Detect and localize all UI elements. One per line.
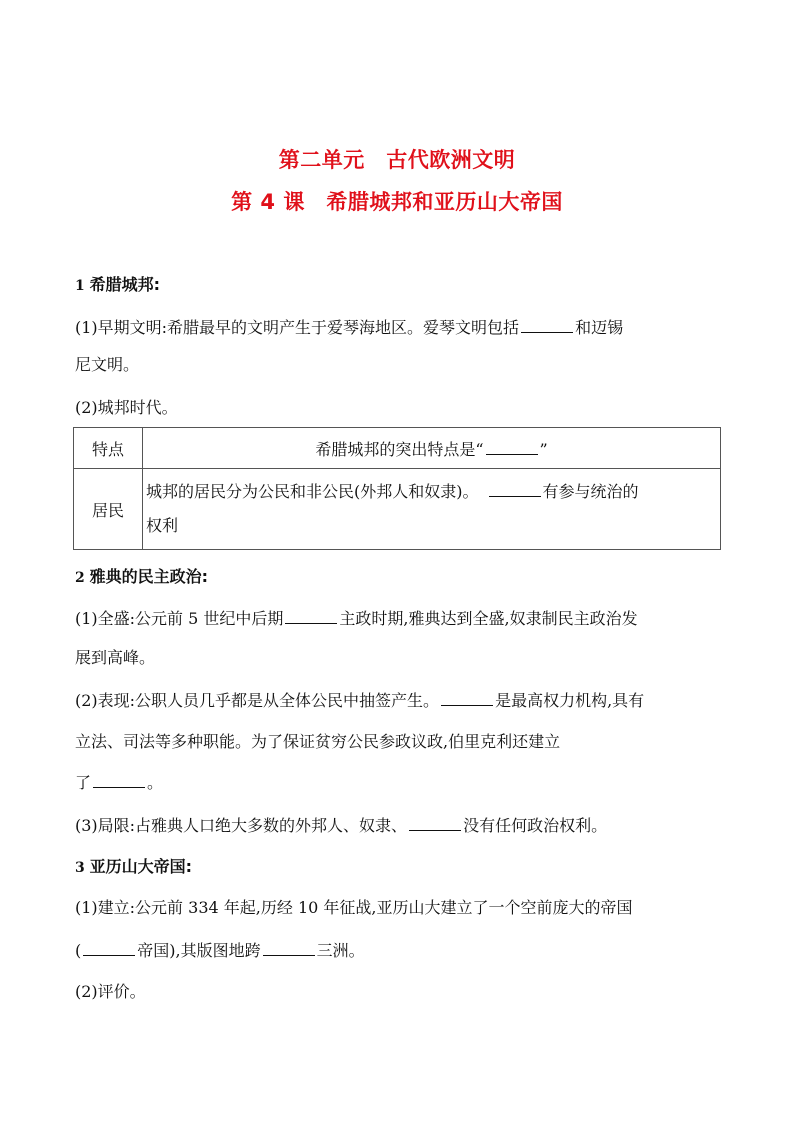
fill-blank[interactable]	[83, 940, 135, 956]
section-2-heading-text: 雅典的民主政治:	[89, 567, 209, 586]
section-1-heading-text: 希腊城邦:	[89, 275, 161, 294]
text-segment: ”	[539, 439, 548, 459]
section-3-heading-text: 亚历山大帝国:	[89, 857, 193, 876]
table-label-features: 特点	[74, 428, 143, 469]
section-1-item-1-cont: 尼文明。	[75, 355, 140, 374]
text-segment: (3)局限:占雅典人口绝大多数的外邦人、奴隶、	[75, 816, 408, 835]
table-row	[74, 469, 721, 550]
fill-blank[interactable]	[486, 439, 538, 455]
text-segment: (2)表现:公职人员几乎都是从全体公民中抽签产生。	[75, 691, 440, 710]
fill-blank[interactable]	[409, 815, 461, 831]
fill-blank[interactable]	[93, 772, 145, 788]
section-1-number: 1	[75, 278, 90, 294]
section-2-heading	[75, 567, 735, 588]
text-segment: 了	[75, 773, 92, 792]
text-segment: 希腊城邦的突出特点是“	[315, 439, 484, 459]
text-segment: 是最高权力机构,具有	[495, 691, 645, 710]
fill-blank[interactable]	[263, 940, 315, 956]
table-label-residents: 居民	[74, 469, 143, 550]
section-2-item-1	[75, 608, 735, 629]
section-3-item-1: (1)建立:公元前 334 年起,历经 10 年征战,亚历山大建立了一个空前庞大的帝国	[75, 898, 633, 917]
section-1-heading	[75, 275, 735, 296]
section-1-item-1	[75, 317, 735, 338]
section-3-heading	[75, 857, 735, 878]
unit-title: 第二单元 古代欧洲文明	[278, 148, 516, 172]
section-2-item-2	[75, 690, 735, 711]
section-2-item-2-end	[75, 772, 735, 793]
text-segment: 。	[147, 773, 164, 792]
section-2-item-1-cont: 展到高峰。	[75, 648, 156, 667]
text-segment: 三洲。	[316, 941, 365, 960]
fill-blank[interactable]	[285, 608, 337, 624]
city-state-table	[73, 427, 721, 550]
text-segment: 城邦的居民分为公民和非公民(外邦人和奴隶)。	[146, 482, 479, 501]
fill-blank[interactable]	[521, 317, 573, 333]
fill-blank[interactable]	[441, 690, 493, 706]
table-row	[74, 428, 721, 469]
section-3-item-2: (2)评价。	[75, 982, 146, 1001]
table-content-residents	[143, 469, 721, 550]
section-3-item-1-cont	[75, 940, 735, 961]
lesson-title: 第 4 课 希腊城邦和亚历山大帝国	[231, 190, 563, 214]
table-content-features	[143, 428, 721, 469]
text-segment: 和迈锡	[575, 318, 624, 337]
text-segment: 有参与统治的	[542, 482, 639, 501]
text-segment: 没有任何政治权利。	[463, 816, 608, 835]
section-2-item-2-cont: 立法、司法等多种职能。为了保证贫穷公民参政议政,伯里克利还建立	[75, 732, 561, 751]
text-segment: (1)早期文明:希腊最早的文明产生于爱琴海地区。爱琴文明包括	[75, 318, 520, 337]
section-1-item-2: (2)城邦时代。	[75, 398, 178, 417]
text-segment: 权利	[146, 516, 179, 535]
section-3-number: 3	[75, 860, 90, 876]
text-segment: 主政时期,雅典达到全盛,奴隶制民主政治发	[339, 609, 638, 628]
text-segment: (	[75, 941, 82, 960]
section-2-item-3	[75, 815, 735, 836]
fill-blank[interactable]	[489, 481, 541, 497]
section-2-number: 2	[75, 570, 90, 586]
text-segment: 帝国),其版图地跨	[137, 941, 261, 960]
text-segment: (1)全盛:公元前 5 世纪中后期	[75, 609, 284, 628]
